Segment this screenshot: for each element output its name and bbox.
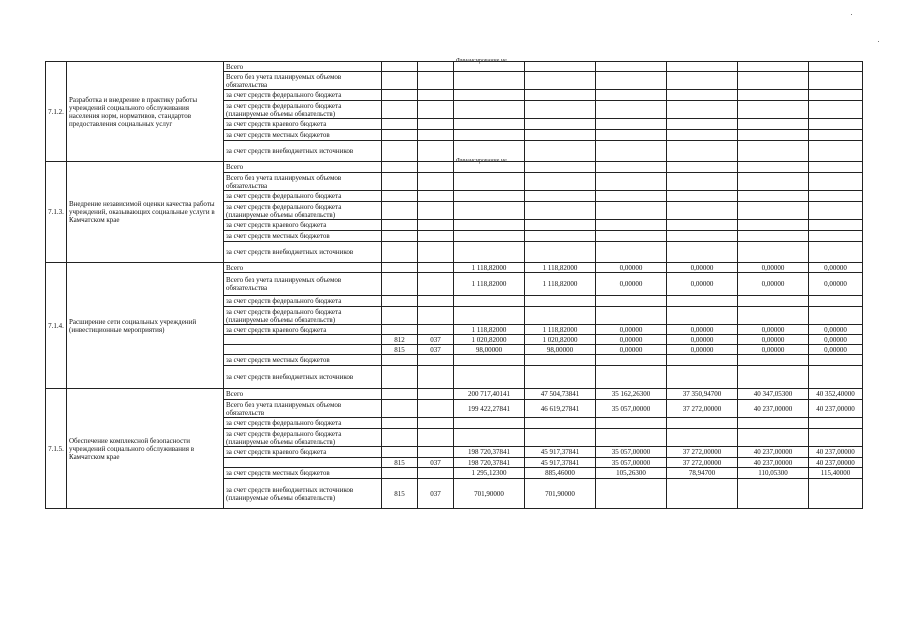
financing-note: Финансирование не <box>456 158 507 164</box>
amount-cell <box>525 191 596 202</box>
amount-cell <box>525 296 596 307</box>
funding-source <box>224 458 382 468</box>
amount-cell: 35 057,00000 <box>596 447 667 458</box>
amount-cell <box>596 231 667 242</box>
amount-cell <box>738 366 809 389</box>
amount-cell: 0,00000 <box>667 335 738 345</box>
amount-cell: 701,90000 <box>525 479 596 509</box>
amount-cell: 0,00000 <box>667 263 738 273</box>
budget-code-section: 037 <box>418 479 454 509</box>
budget-code-section <box>418 101 454 119</box>
amount-cell: 1 118,82000 <box>525 263 596 273</box>
amount-cell: 0,00000 <box>596 263 667 273</box>
amount-cell <box>454 90 525 101</box>
funding-source: Всего <box>224 62 382 72</box>
amount-cell: 0,00000 <box>667 273 738 296</box>
amount-cell: 200 717,40141 <box>454 389 525 400</box>
budget-code-section: 037 <box>418 345 454 355</box>
amount-cell <box>738 355 809 366</box>
amount-cell: 1 118,82000 <box>525 273 596 296</box>
funding-source: за счет средств федерального бюджета (планируемые объемы обязательств) <box>224 202 382 220</box>
amount-cell: 0,00000 <box>667 325 738 335</box>
amount-cell <box>596 220 667 231</box>
table-row <box>46 162 863 173</box>
amount-cell: 37 272,00000 <box>667 458 738 468</box>
amount-cell: 1 020,82000 <box>525 335 596 345</box>
budget-code-grbs: 815 <box>382 345 418 355</box>
amount-cell <box>667 296 738 307</box>
amount-cell <box>738 220 809 231</box>
budget-code-grbs <box>382 90 418 101</box>
amount-cell: 0,00000 <box>809 325 863 335</box>
amount-cell <box>596 62 667 72</box>
budget-code-section <box>418 296 454 307</box>
amount-cell <box>809 366 863 389</box>
amount-cell <box>454 366 525 389</box>
amount-cell: 0,00000 <box>738 273 809 296</box>
amount-cell: 40 237,00000 <box>738 447 809 458</box>
budget-code-section <box>418 273 454 296</box>
amount-cell <box>454 191 525 202</box>
budget-code-section <box>418 242 454 263</box>
amount-cell: 37 272,00000 <box>667 447 738 458</box>
amount-cell <box>596 296 667 307</box>
amount-cell <box>596 119 667 130</box>
amount-cell <box>667 307 738 325</box>
amount-cell <box>667 72 738 90</box>
amount-cell <box>738 90 809 101</box>
section-index: 7.1.3. <box>46 162 67 263</box>
section-title: Внедрение независимой оценки качества работы учреждений, оказывающих социальные услуги в Камчатском крае <box>67 162 224 263</box>
amount-cell <box>809 119 863 130</box>
budget-code-section <box>418 220 454 231</box>
amount-cell <box>454 220 525 231</box>
budget-code-grbs <box>382 400 418 418</box>
amount-cell <box>525 202 596 220</box>
section-index: 7.1.2. <box>46 62 67 162</box>
amount-cell <box>525 173 596 191</box>
amount-cell <box>809 141 863 162</box>
funding-source <box>224 345 382 355</box>
amount-cell: 37 350,94700 <box>667 389 738 400</box>
amount-cell <box>738 101 809 119</box>
amount-cell <box>809 231 863 242</box>
budget-code-grbs <box>382 325 418 335</box>
budget-code-grbs <box>382 72 418 90</box>
amount-cell <box>667 231 738 242</box>
amount-cell <box>596 90 667 101</box>
amount-cell <box>809 202 863 220</box>
amount-cell <box>738 191 809 202</box>
amount-cell <box>809 173 863 191</box>
amount-cell <box>525 418 596 429</box>
amount-cell <box>667 202 738 220</box>
funding-source: за счет средств краевого бюджета <box>224 325 382 335</box>
budget-code-grbs <box>382 202 418 220</box>
budget-code-grbs <box>382 468 418 479</box>
amount-cell <box>454 202 525 220</box>
budget-code-grbs <box>382 62 418 72</box>
amount-cell <box>809 307 863 325</box>
funding-source: за счет средств местных бюджетов <box>224 355 382 366</box>
amount-cell <box>667 418 738 429</box>
amount-cell <box>525 141 596 162</box>
amount-cell: 78,94700 <box>667 468 738 479</box>
amount-cell: 35 162,26300 <box>596 389 667 400</box>
budget-code-section <box>418 191 454 202</box>
amount-cell <box>738 62 809 72</box>
funding-source: за счет средств федерального бюджета (планируемые объемы обязательств) <box>224 101 382 119</box>
amount-cell: 1 118,82000 <box>454 263 525 273</box>
amount-cell: 35 057,00000 <box>596 458 667 468</box>
amount-cell: 0,00000 <box>596 325 667 335</box>
table-row <box>46 62 863 72</box>
amount-cell: 40 237,00000 <box>738 400 809 418</box>
budget-code-grbs <box>382 101 418 119</box>
budget-code-grbs <box>382 447 418 458</box>
budget-code-grbs <box>382 307 418 325</box>
amount-cell <box>525 242 596 263</box>
amount-cell <box>809 355 863 366</box>
funding-source: за счет средств внебюджетных источников <box>224 141 382 162</box>
funding-source: за счет средств федерального бюджета <box>224 296 382 307</box>
amount-cell: 0,00000 <box>738 263 809 273</box>
amount-cell: 40 237,00000 <box>809 447 863 458</box>
funding-source: за счет средств федерального бюджета (планируемые объемы обязательств) <box>224 307 382 325</box>
amount-cell <box>809 296 863 307</box>
budget-code-grbs <box>382 242 418 263</box>
amount-cell: 37 272,00000 <box>667 400 738 418</box>
budget-code-section <box>418 119 454 130</box>
budget-code-section <box>418 429 454 447</box>
amount-cell <box>596 72 667 90</box>
amount-cell <box>454 429 525 447</box>
amount-cell <box>667 162 738 173</box>
budget-code-grbs <box>382 296 418 307</box>
amount-cell <box>667 130 738 141</box>
amount-cell: 47 504,73841 <box>525 389 596 400</box>
amount-cell <box>667 366 738 389</box>
amount-cell <box>454 242 525 263</box>
amount-cell: 115,40000 <box>809 468 863 479</box>
amount-cell <box>596 101 667 119</box>
funding-source: за счет средств местных бюджетов <box>224 468 382 479</box>
amount-cell <box>525 72 596 90</box>
budget-code-section <box>418 447 454 458</box>
amount-cell <box>454 72 525 90</box>
amount-cell <box>809 101 863 119</box>
amount-cell <box>809 162 863 173</box>
amount-cell <box>525 355 596 366</box>
amount-cell: 0,00000 <box>738 335 809 345</box>
amount-cell <box>738 141 809 162</box>
budget-code-section <box>418 468 454 479</box>
budget-code-section <box>418 90 454 101</box>
funding-source: за счет средств внебюджетных источников <box>224 242 382 263</box>
amount-cell <box>738 307 809 325</box>
budget-code-section: 037 <box>418 458 454 468</box>
amount-cell: 0,00000 <box>809 273 863 296</box>
budget-code-grbs <box>382 418 418 429</box>
amount-cell <box>525 101 596 119</box>
budget-code-section <box>418 162 454 173</box>
budget-code-grbs <box>382 130 418 141</box>
amount-cell <box>738 242 809 263</box>
amount-cell <box>809 90 863 101</box>
budget-code-section <box>418 141 454 162</box>
funding-source: Всего без учета планируемых объемов обязательства <box>224 72 382 90</box>
amount-cell <box>667 355 738 366</box>
budget-code-grbs <box>382 141 418 162</box>
scan-speck <box>851 14 852 15</box>
amount-cell <box>596 366 667 389</box>
table-row <box>46 389 863 400</box>
section-title: Разработка и внедрение в практику работы учреждений социального обслуживания населения норм, нормативов, стандартов предоставления социальных услуг <box>67 62 224 162</box>
amount-cell <box>667 173 738 191</box>
budget-code-grbs <box>382 273 418 296</box>
amount-cell <box>667 220 738 231</box>
amount-cell <box>454 119 525 130</box>
amount-cell <box>596 355 667 366</box>
amount-cell <box>454 101 525 119</box>
amount-cell <box>525 220 596 231</box>
table-row <box>46 263 863 273</box>
amount-cell: 0,00000 <box>596 345 667 355</box>
amount-cell <box>454 418 525 429</box>
budget-code-section <box>418 72 454 90</box>
amount-cell: 1 118,82000 <box>454 325 525 335</box>
amount-cell <box>596 307 667 325</box>
amount-cell <box>738 130 809 141</box>
financing-table-body <box>46 62 863 509</box>
budget-code-grbs <box>382 263 418 273</box>
amount-cell: 0,00000 <box>738 325 809 335</box>
budget-code-section <box>418 418 454 429</box>
amount-cell <box>525 162 596 173</box>
amount-cell <box>738 119 809 130</box>
amount-cell: 40 237,00000 <box>809 458 863 468</box>
amount-cell: 46 619,27841 <box>525 400 596 418</box>
amount-cell <box>809 72 863 90</box>
amount-cell <box>738 202 809 220</box>
budget-code-section <box>418 263 454 273</box>
amount-cell <box>667 191 738 202</box>
amount-cell: 0,00000 <box>809 263 863 273</box>
amount-cell <box>454 173 525 191</box>
section-title: Обеспечение комплексной безопасности учреждений социального обслуживания в Камчатском крае <box>67 389 224 509</box>
amount-cell: 1 118,82000 <box>525 325 596 335</box>
amount-cell: 35 057,00000 <box>596 400 667 418</box>
funding-source: за счет средств местных бюджетов <box>224 130 382 141</box>
budget-code-section <box>418 307 454 325</box>
amount-cell: 98,00000 <box>525 345 596 355</box>
amount-cell: 0,00000 <box>809 345 863 355</box>
amount-cell <box>525 119 596 130</box>
amount-cell: 1 020,82000 <box>454 335 525 345</box>
amount-cell: 199 422,27841 <box>454 400 525 418</box>
amount-cell <box>667 62 738 72</box>
amount-cell <box>525 307 596 325</box>
amount-cell <box>596 162 667 173</box>
section-index: 7.1.4. <box>46 263 67 389</box>
budget-code-grbs <box>382 389 418 400</box>
amount-cell: 198 720,37841 <box>454 447 525 458</box>
amount-cell: 1 295,12300 <box>454 468 525 479</box>
funding-source: за счет средств федерального бюджета <box>224 90 382 101</box>
amount-cell <box>525 90 596 101</box>
amount-cell <box>454 307 525 325</box>
funding-source: Всего без учета планируемых объемов обязательства <box>224 273 382 296</box>
amount-cell <box>454 130 525 141</box>
budget-code-grbs <box>382 191 418 202</box>
amount-cell: 40 352,40000 <box>809 389 863 400</box>
amount-cell: 40 237,00000 <box>809 400 863 418</box>
amount-cell <box>738 162 809 173</box>
amount-cell <box>454 296 525 307</box>
amount-cell <box>525 62 596 72</box>
amount-cell <box>454 355 525 366</box>
section-title: Расширение сети социальных учреждений (инвестиционные мероприятия) <box>67 263 224 389</box>
amount-cell <box>809 429 863 447</box>
amount-cell <box>738 231 809 242</box>
amount-cell <box>738 418 809 429</box>
amount-cell: 40 237,00000 <box>738 458 809 468</box>
budget-code-section: 037 <box>418 335 454 345</box>
funding-source: за счет средств федерального бюджета <box>224 191 382 202</box>
amount-cell <box>809 130 863 141</box>
amount-cell <box>809 220 863 231</box>
budget-code-section <box>418 130 454 141</box>
budget-code-grbs <box>382 173 418 191</box>
budget-code-grbs <box>382 119 418 130</box>
amount-cell: 0,00000 <box>809 335 863 345</box>
funding-source: за счет средств федерального бюджета <box>224 418 382 429</box>
amount-cell <box>809 479 863 509</box>
financing-table <box>45 61 863 509</box>
amount-cell <box>667 101 738 119</box>
amount-cell: 0,00000 <box>596 273 667 296</box>
funding-source: Всего без учета планируемых объемов обязательства <box>224 173 382 191</box>
amount-cell: 110,05300 <box>738 468 809 479</box>
section-index: 7.1.5. <box>46 389 67 509</box>
scan-speck <box>878 41 879 42</box>
budget-code-section <box>418 366 454 389</box>
amount-cell <box>738 429 809 447</box>
amount-cell <box>596 141 667 162</box>
funding-source: за счет средств федерального бюджета (планируемые объемы обязательств) <box>224 429 382 447</box>
amount-cell <box>454 231 525 242</box>
amount-cell: 0,00000 <box>738 345 809 355</box>
budget-code-section <box>418 389 454 400</box>
amount-cell <box>809 242 863 263</box>
amount-cell <box>596 479 667 509</box>
funding-source: Всего без учета планируемых объемов обязательств <box>224 400 382 418</box>
budget-code-grbs <box>382 162 418 173</box>
amount-cell <box>809 62 863 72</box>
amount-cell <box>596 130 667 141</box>
amount-cell: 198 720,37841 <box>454 458 525 468</box>
amount-cell: 701,90000 <box>454 479 525 509</box>
funding-source <box>224 335 382 345</box>
funding-source: за счет средств краевого бюджета <box>224 447 382 458</box>
funding-source: за счет средств краевого бюджета <box>224 119 382 130</box>
budget-code-grbs: 815 <box>382 479 418 509</box>
amount-cell <box>596 242 667 263</box>
amount-cell <box>667 90 738 101</box>
amount-cell <box>596 418 667 429</box>
amount-cell: 105,26300 <box>596 468 667 479</box>
amount-cell: 40 347,05300 <box>738 389 809 400</box>
budget-code-grbs <box>382 366 418 389</box>
amount-cell <box>738 72 809 90</box>
amount-cell <box>809 191 863 202</box>
amount-cell <box>596 202 667 220</box>
budget-code-grbs <box>382 220 418 231</box>
amount-cell <box>525 366 596 389</box>
funding-source: Всего <box>224 263 382 273</box>
amount-cell <box>667 429 738 447</box>
amount-cell <box>667 242 738 263</box>
amount-cell <box>525 130 596 141</box>
funding-source: за счет средств краевого бюджета <box>224 220 382 231</box>
amount-cell: 885,46000 <box>525 468 596 479</box>
amount-cell <box>738 296 809 307</box>
budget-code-grbs: 812 <box>382 335 418 345</box>
amount-cell <box>525 231 596 242</box>
budget-code-section <box>418 202 454 220</box>
funding-source: за счет средств внебюджетных источников <box>224 366 382 389</box>
amount-cell <box>667 479 738 509</box>
amount-cell <box>738 479 809 509</box>
budget-code-grbs <box>382 355 418 366</box>
amount-cell <box>525 429 596 447</box>
budget-code-grbs: 815 <box>382 458 418 468</box>
amount-cell <box>596 191 667 202</box>
amount-cell: 1 118,82000 <box>454 273 525 296</box>
budget-code-section <box>418 355 454 366</box>
budget-code-section <box>418 62 454 72</box>
budget-code-section <box>418 400 454 418</box>
funding-source: за счет средств местных бюджетов <box>224 231 382 242</box>
funding-source: за счет средств внебюджетных источников (планируемые объемы обязательств) <box>224 479 382 509</box>
amount-cell: 0,00000 <box>596 335 667 345</box>
amount-cell <box>809 418 863 429</box>
amount-cell <box>667 119 738 130</box>
budget-code-grbs <box>382 429 418 447</box>
amount-cell <box>596 429 667 447</box>
budget-code-section <box>418 231 454 242</box>
amount-cell <box>667 141 738 162</box>
budget-code-section <box>418 325 454 335</box>
amount-cell: 0,00000 <box>667 345 738 355</box>
amount-cell: 98,00000 <box>454 345 525 355</box>
budget-code-section <box>418 173 454 191</box>
amount-cell <box>738 173 809 191</box>
financing-note: Финансирование не <box>456 58 507 64</box>
funding-source: Всего <box>224 389 382 400</box>
amount-cell: 45 917,37841 <box>525 447 596 458</box>
funding-source: Всего <box>224 162 382 173</box>
budget-code-grbs <box>382 231 418 242</box>
amount-cell: 45 917,37841 <box>525 458 596 468</box>
amount-cell <box>596 173 667 191</box>
